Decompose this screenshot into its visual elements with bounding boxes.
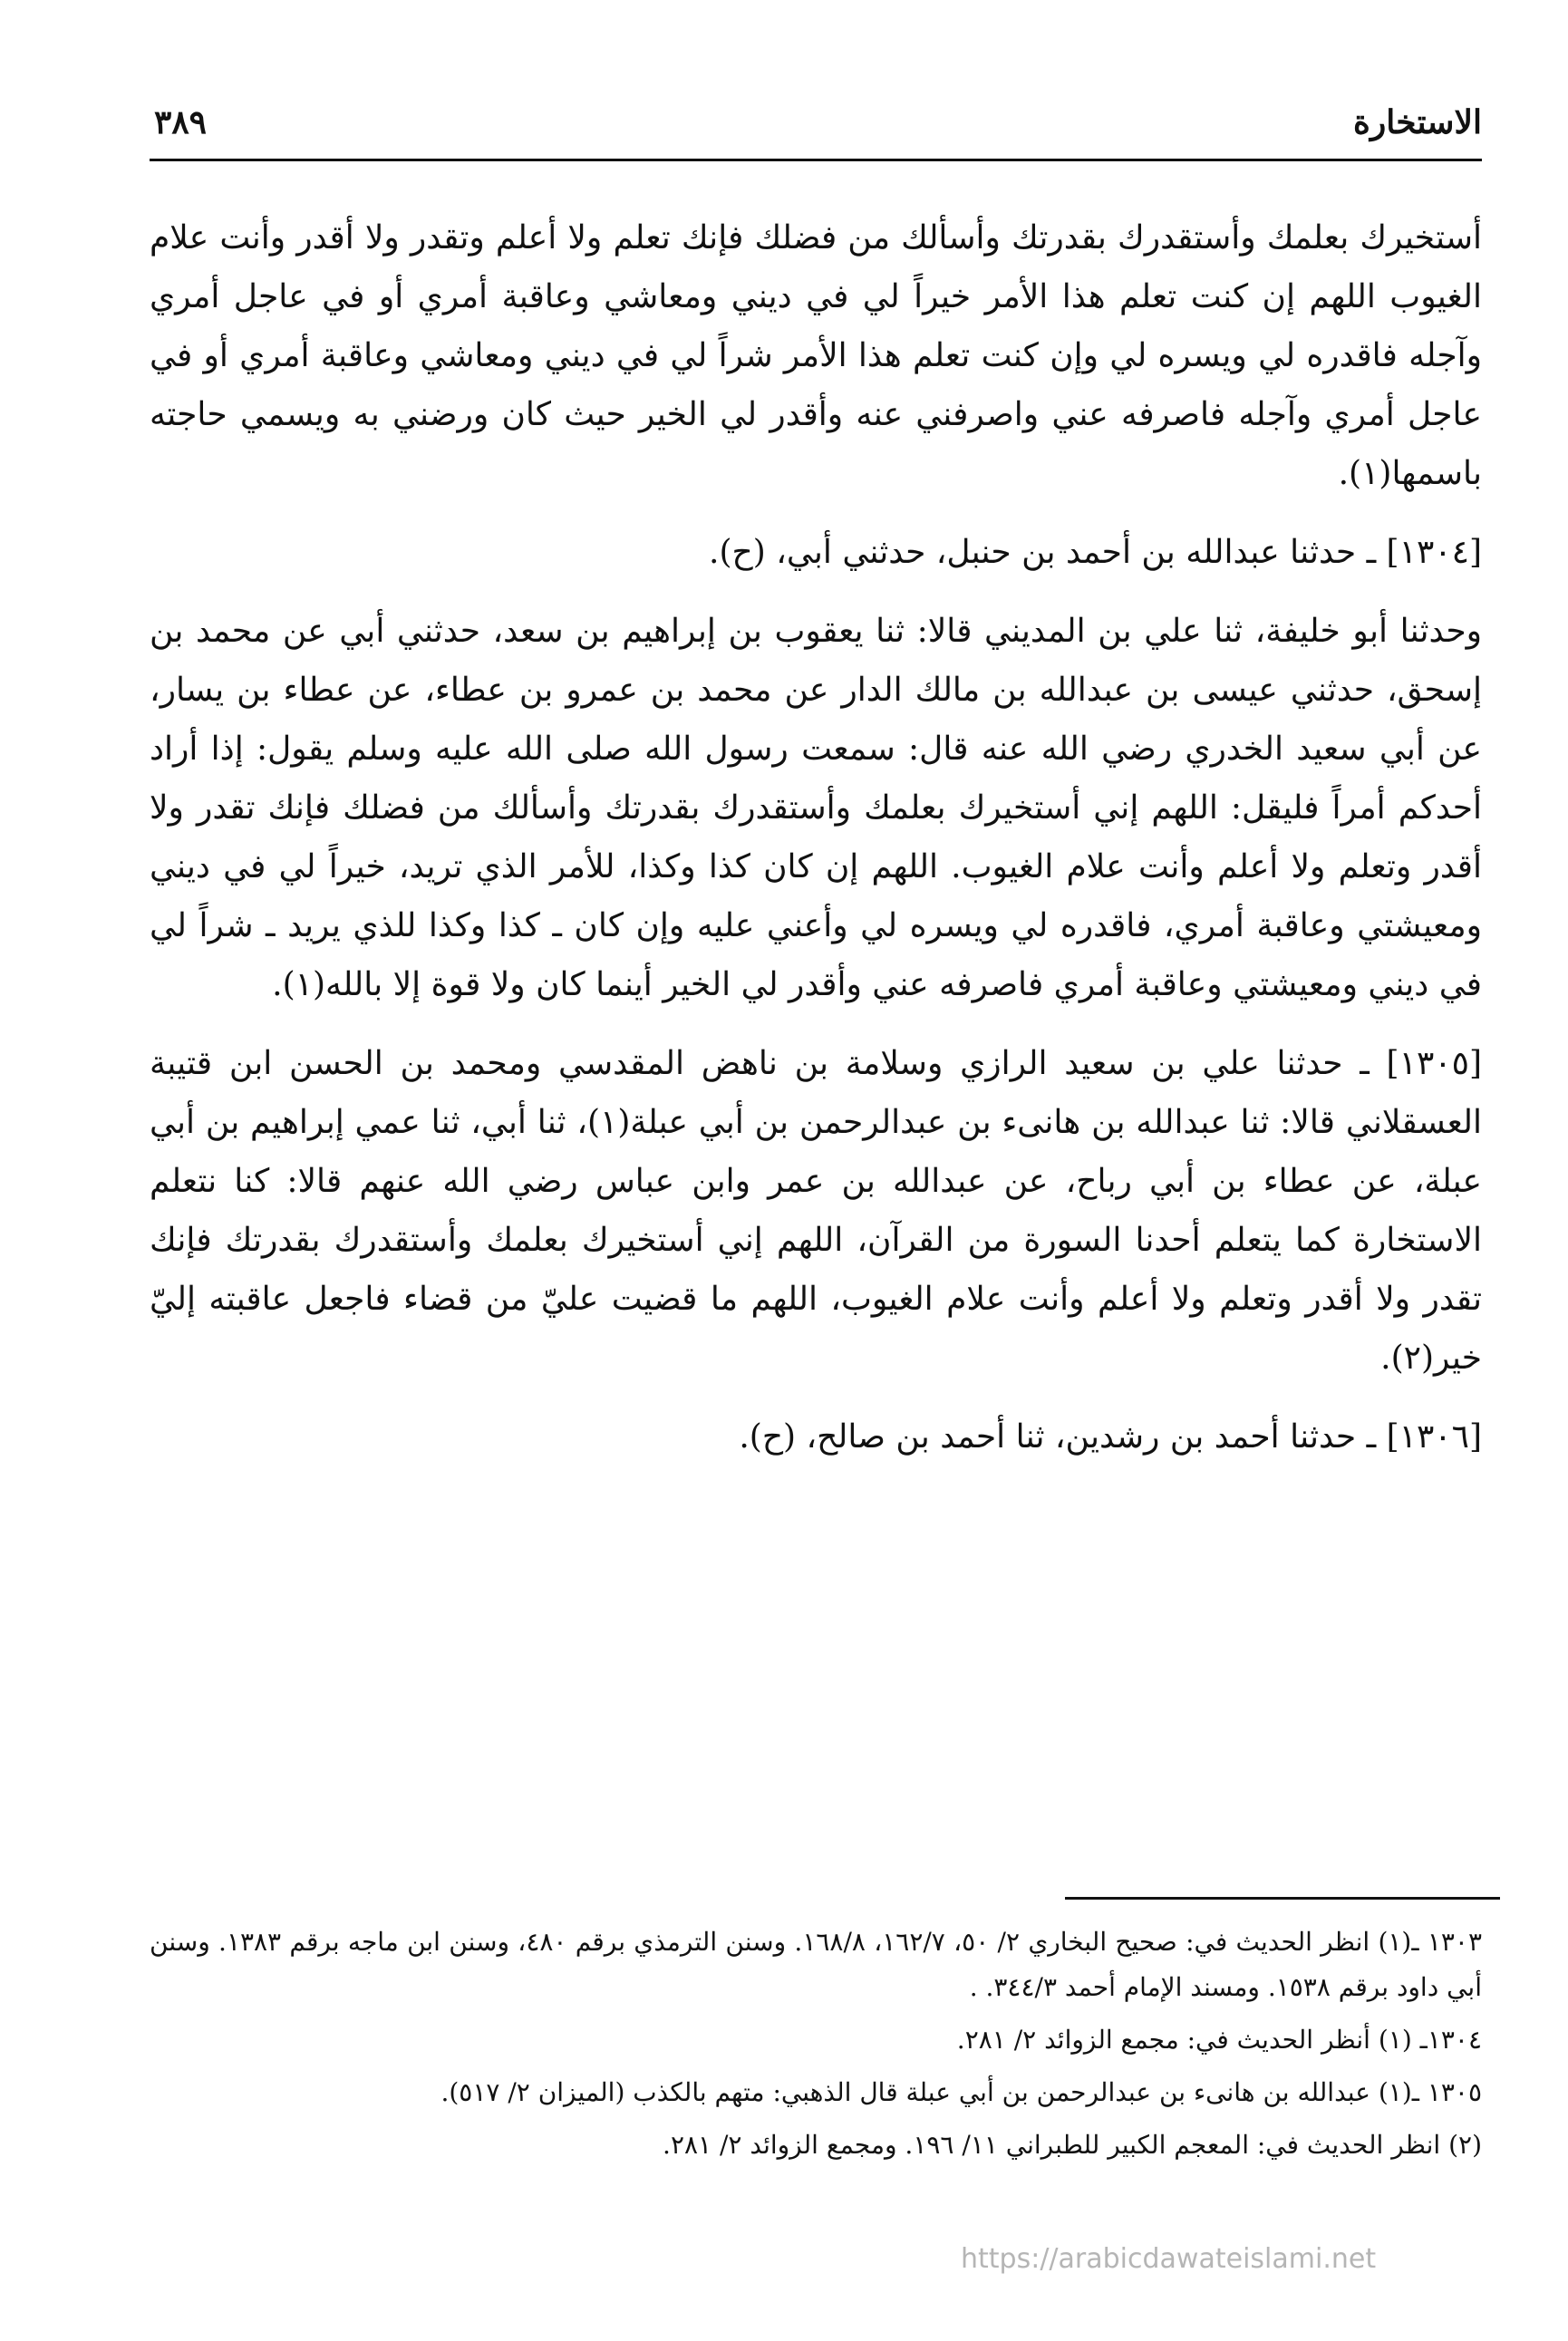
running-title: الاستخارة (1352, 103, 1482, 141)
footnote-1305-1: ١٣٠٥ ـ(١) عبدالله بن هانىء بن عبدالرحمن بن أبي عبلة قال الذهبي: متهم بالكذب (الميزان ٢/ ٥١٧). (440, 2077, 1482, 2107)
main-text (150, 208, 1482, 1486)
footnotes (150, 1920, 1482, 2175)
paragraph-1305: [١٣٠٥] ـ حدثنا علي بن سعيد الرازي وسلامة بن ناهض المقدسي ومحمد بن الحسن ابن قتيبة العسقلاني قالا: ثنا عبدالله بن هانىء بن عبدالرحمن بن أبي عبلة(١)، ثنا أبي، ثنا عمي إبراهيم بن أبي عبلة، عن عطاء بن أبي رباح، عن عبدالله بن عمر وابن عباس رضي الله عنهم قالا: كنا نتعلم الاستخارة كما يتعلم أحدنا السورة من القرآن، اللهم إني أستخيرك بعلمك وأستقدرك بقدرتك فإنك تقدر ولا أقدر وتعلم ولا أعلم وأنت علام الغيوب، اللهم ما قضيت عليّ من قضاء فاجعل عاقبته إليّ خير(٢). (150, 1045, 1482, 1377)
footnote-1303: ١٣٠٣ ـ(١) انظر الحديث في: صحيح البخاري ٢/ ٥٠، ١٦٢/٧، ١٦٨/٨. وسنن الترمذي برقم ٤٨٠، وسنن ابن ماجه برقم ١٣٨٣. وسنن أبي داود برقم ١٥٣٨. ومسند الإمام أحمد ٣٤٤/٣. . (150, 1927, 1482, 2002)
page-header (154, 91, 1482, 154)
paragraph-1304-chain: وحدثنا أبو خليفة، ثنا علي بن المديني قالا: ثنا يعقوب بن إبراهيم بن سعد، حدثني أبي عن محمد بن إسحق، حدثني عيسى بن عبدالله بن مالك الدار عن محمد بن عمرو بن عطاء، عن عطاء بن يسار، عن أبي سعيد الخدري رضي الله عنه قال: سمعت رسول الله صلى الله عليه وسلم يقول: إذا أراد أحدكم أمراً فليقل: اللهم إني أستخيرك بعلمك وأستقدرك بقدرتك وأسألك من فضلك فإنك تقدر ولا أقدر وتعلم ولا أعلم وأنت علام الغيوب. اللهم إن كان كذا وكذا، للأمر الذي تريد، خيراً لي في ديني ومعيشتي وعاقبة أمري، فاقدره لي ويسره لي وأعني عليه وإن كان ـ كذا وكذا للذي يريد ـ شراً لي في ديني ومعيشتي وعاقبة أمري فاصرفه عني وأقدر لي الخير أينما كان ولا قوة إلا بالله(١). (150, 613, 1482, 1003)
footnote-1304: ١٣٠٤ـ (١) أنظر الحديث في: مجمع الزوائد ٢/ ٢٨١. (956, 2025, 1482, 2055)
footnote-1305-2: (٢) انظر الحديث في: المعجم الكبير للطبراني ١١/ ١٩٦. ومجمع الزوائد ٢/ ٢٨١. (663, 2130, 1482, 2160)
footnote-rule (1065, 1897, 1500, 1900)
paragraph-1306: [١٣٠٦] ـ حدثنا أحمد بن رشدين، ثنا أحمد بن صالح، (ح). (739, 1418, 1482, 1456)
paragraph-1304: [١٣٠٤] ـ حدثنا عبدالله بن أحمد بن حنبل، حدثني أبي، (ح). (709, 534, 1482, 571)
header-rule (150, 159, 1482, 161)
page-number: ٣٨٩ (154, 103, 208, 141)
paragraph-1303-continuation: أستخيرك بعلمك وأستقدرك بقدرتك وأسألك من فضلك فإنك تعلم ولا أعلم وتقدر ولا أقدر وأنت علام الغيوب اللهم إن كنت تعلم هذا الأمر خيراً لي في ديني ومعاشي وعاقبة أمري أو في عاجل أمري وآجله فاقدره لي ويسره لي وإن كنت تعلم هذا الأمر شراً لي في ديني ومعاشي وعاقبة أمري أو في عاجل أمري وآجله فاصرفه عني واصرفني عنه وأقدر لي الخير حيث كان ورضني به ويسمي حاجته باسمها(١). (150, 219, 1482, 492)
watermark-url: https://arabicdawateislami.net (961, 2243, 1377, 2275)
